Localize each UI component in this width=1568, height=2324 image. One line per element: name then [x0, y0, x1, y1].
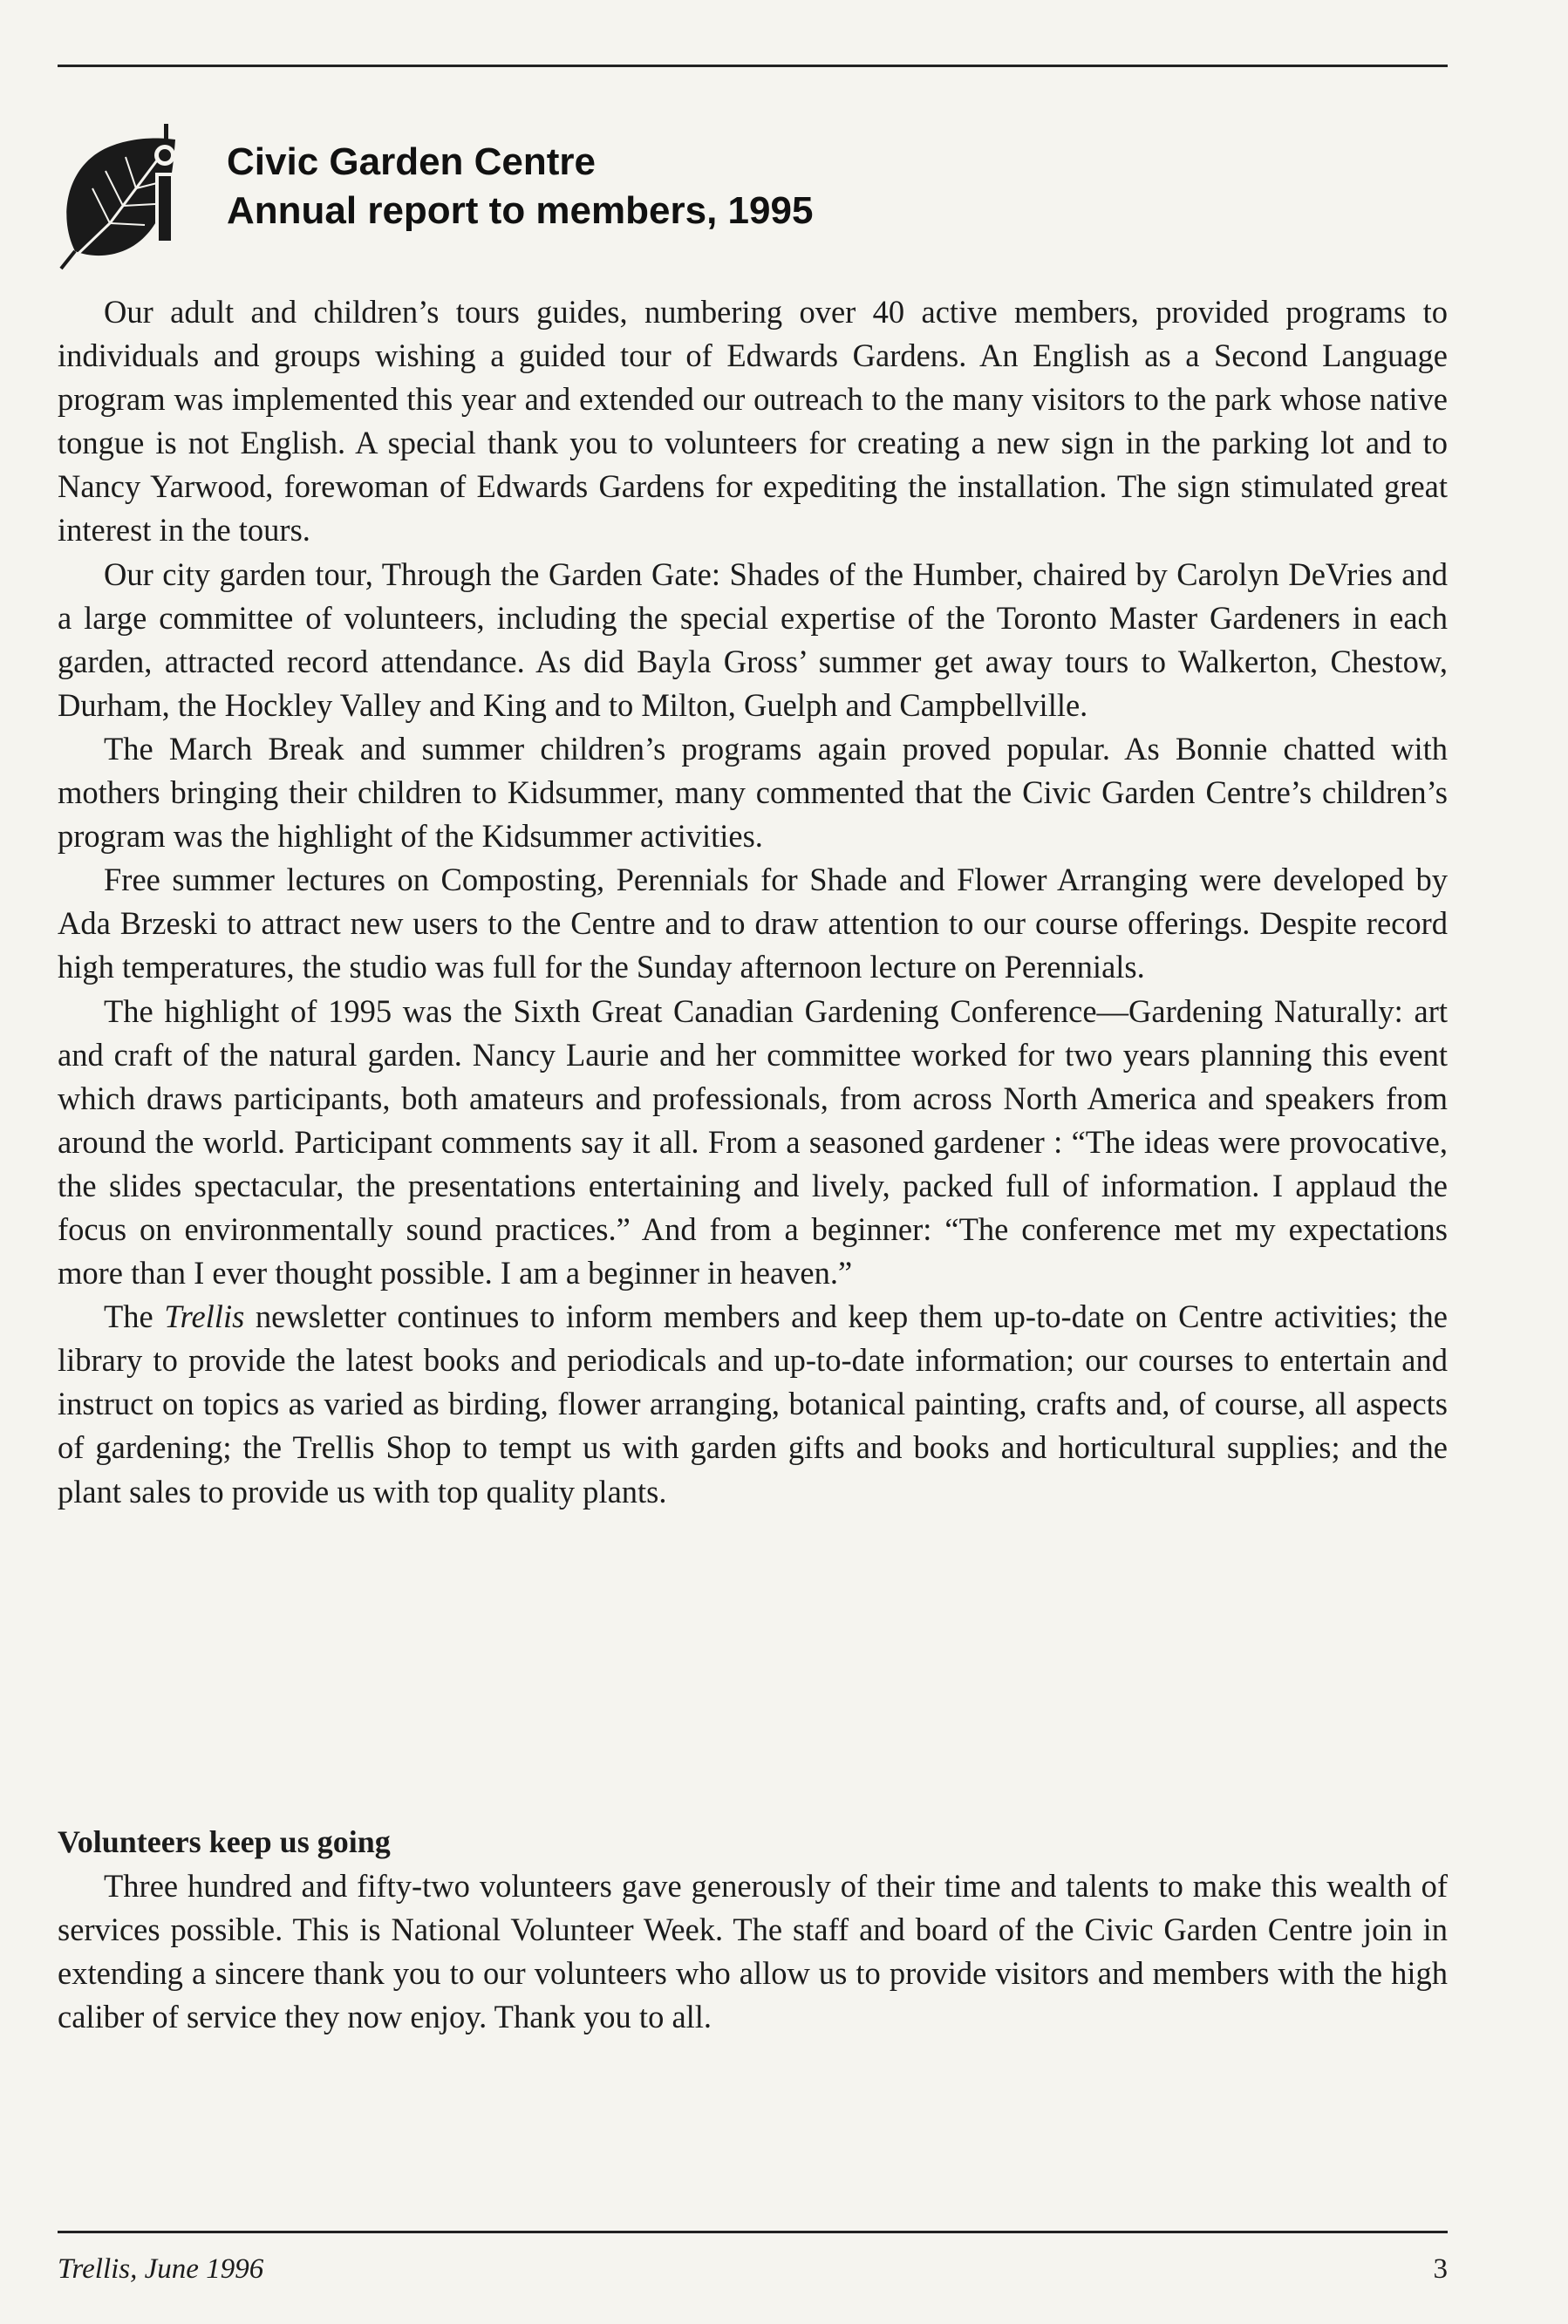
- paragraph-garden-tour: Our city garden tour, Through the Garden Gate: Shades of the Humber, chaired by Carolyn DeVries and a large committee of volunteers, including the special expertise of the Toronto Master Gardeners in each garden, attracted record attendance. As did Bayla Gross’ summer get away tours to Walkerton, Chestow, Durham, the Hockley Valley and King and to Milton, Guelph and Campbellville.: [58, 555, 1448, 723]
- title-line-1: Civic Garden Centre: [227, 140, 597, 183]
- paragraph-childrens-programs: The March Break and summer children’s programs again proved popular. As Bonnie chatted with mothers bringing their children to Kidsummer, many commented that the Civic Garden Centre’s children’s program was the highlight of the Kidsummer activities.: [58, 730, 1448, 855]
- section-heading-volunteers: Volunteers keep us going: [58, 1824, 391, 1859]
- bottom-rule: [58, 2231, 1448, 2233]
- paragraph-volunteers: Three hundred and fifty-two volunteers gave generously of their time and talents to make this wealth of services possible. This is National Volunteer Week. The staff and board of the Civic Garden Centre join in extending a sincere thank you to our volunteers who allow us to provide visitors and members with the high caliber of service they now enjoy. Thank you to all.: [58, 1868, 1448, 2035]
- paragraph-trellis-newsletter: [58, 1295, 1448, 1513]
- paragraph-tours: Our adult and children’s tours guides, numbering over 40 active members, provided programs to individuals and groups wishing a guided tour of Edwards Gardens. An English as a Second Language program was implemented this year and extended our outreach to the many visitors to the park whose native tongue is not English. A special thank you to volunteers for creating a new sign in the parking lot and to Nancy Yarwood, forewoman of Edwards Gardens for expediting the installation. The sign stimulated great interest in the tours.: [58, 294, 1448, 549]
- report-body: [58, 290, 1448, 1514]
- footer-publication: Trellis, June 1996: [58, 2253, 264, 2285]
- paragraph-conference: The highlight of 1995 was the Sixth Great Canadian Gardening Conference—Gardening Naturally: art and craft of the natural garden. Nancy Laurie and her committee worked for two years planning this event which draws participants, both amateurs and professionals, from across North America and speakers from around the world. Participant comments say it all. From a seasoned gardener : “The ideas were provocative, the slides spectacular, the presentations entertaining and lively, packed full of information. I applaud the focus on environmentally sound practices.” And from a beginner: “The conference met my expectations more than I ever thought possible. I am a beginner in heaven.”: [58, 992, 1448, 1291]
- volunteers-body: [58, 1864, 1448, 2039]
- leaf-info-logo-icon: [58, 120, 188, 270]
- paragraph-summer-lectures: Free summer lectures on Composting, Perennials for Shade and Flower Arranging were developed by Ada Brzeski to attract new users to the Centre and to draw attention to our course offerings. Despite record high temperatures, the studio was full for the Sunday afternoon lecture on Perennials.: [58, 862, 1448, 985]
- top-rule: [58, 65, 1448, 67]
- title-line-2: Annual report to members, 1995: [227, 189, 814, 232]
- footer-page-number: 3: [1433, 2253, 1448, 2285]
- trellis-italic: Trellis: [164, 1298, 245, 1335]
- page-title: [227, 138, 813, 235]
- paragraph-trellis-start: The: [104, 1298, 165, 1335]
- paragraph-trellis-rest: newsletter continues to inform members and keep them up-to-date on Centre activities; the library to provide the latest books and periodicals and up-to-date information; our courses to entertain and instruct on topics as varied as birding, flower arranging, botanical painting, crafts and, of course, all aspects of gardening; the Trellis Shop to tempt us with garden gifts and books and horticultural supplies; and the plant sales to provide us with top quality plants.: [58, 1298, 1449, 1510]
